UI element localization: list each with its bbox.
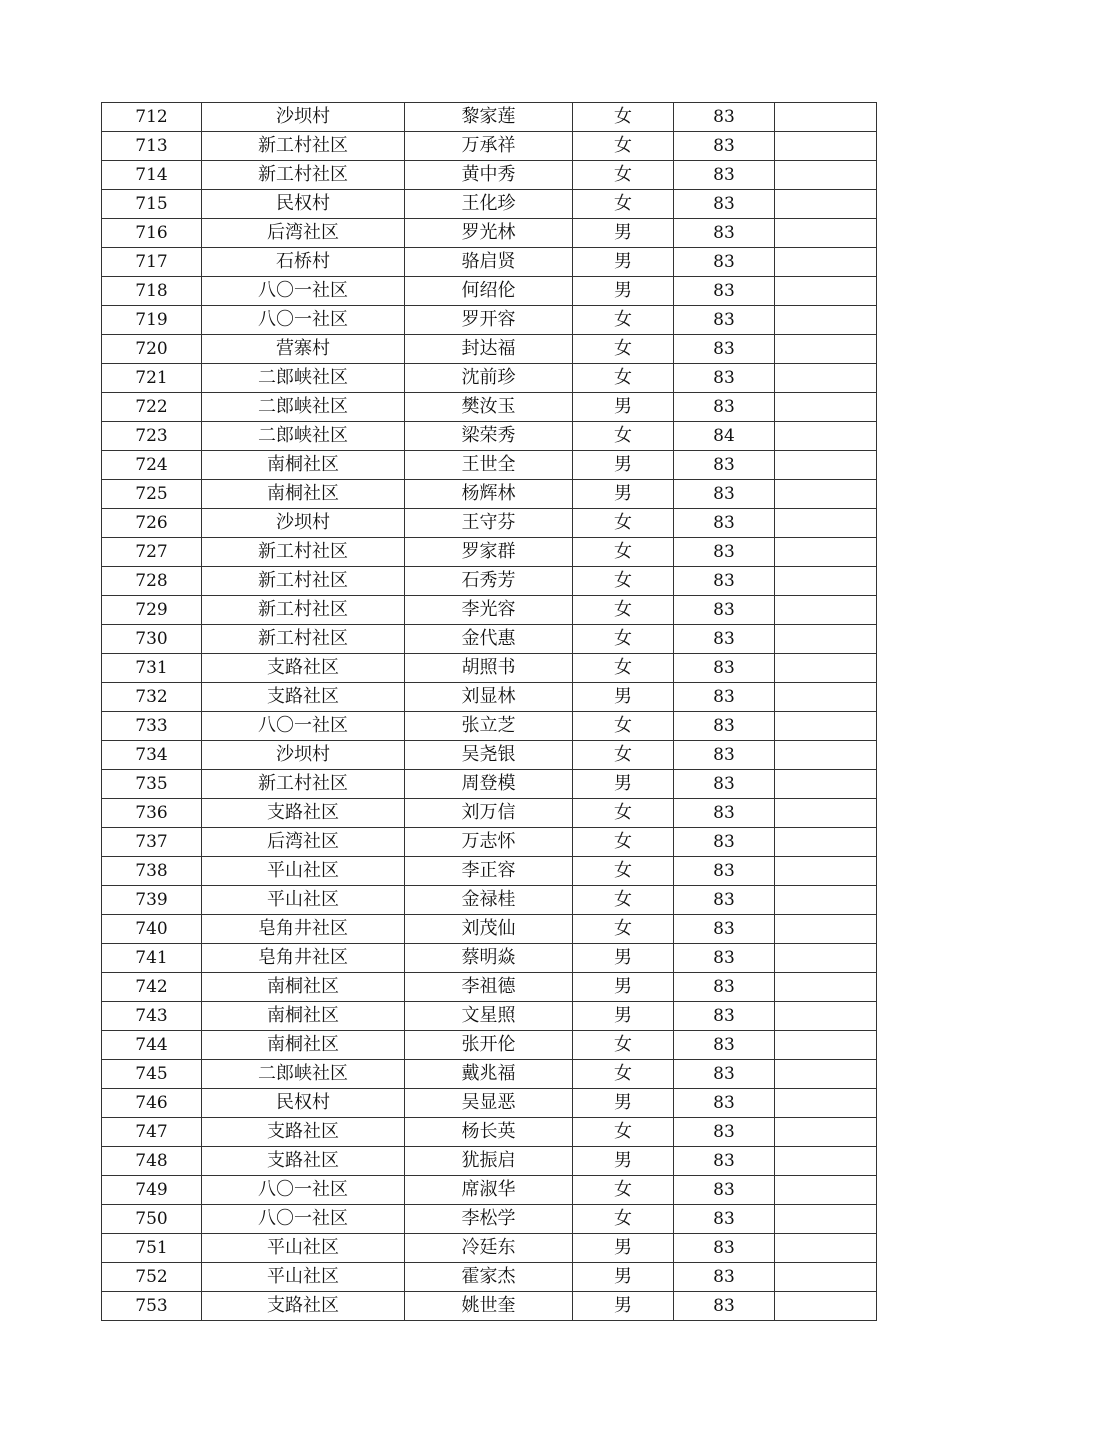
person-name-cell: 樊汝玉 xyxy=(405,393,573,422)
row-number-cell: 718 xyxy=(102,277,202,306)
age-cell: 83 xyxy=(674,799,775,828)
gender-cell: 女 xyxy=(573,828,674,857)
table-row xyxy=(102,132,877,161)
village-community-cell: 支路社区 xyxy=(202,1147,405,1176)
village-community-cell: 八〇一社区 xyxy=(202,712,405,741)
roster-body xyxy=(102,103,877,1321)
village-community-cell: 后湾社区 xyxy=(202,828,405,857)
person-name-cell: 蔡明焱 xyxy=(405,944,573,973)
age-cell: 83 xyxy=(674,132,775,161)
person-name-cell: 霍家杰 xyxy=(405,1263,573,1292)
gender-cell: 男 xyxy=(573,480,674,509)
table-row xyxy=(102,422,877,451)
person-name-cell: 刘万信 xyxy=(405,799,573,828)
row-number-cell: 726 xyxy=(102,509,202,538)
remark-cell xyxy=(775,1118,877,1147)
gender-cell: 男 xyxy=(573,1263,674,1292)
person-name-cell: 文星照 xyxy=(405,1002,573,1031)
gender-cell: 女 xyxy=(573,509,674,538)
person-name-cell: 骆启贤 xyxy=(405,248,573,277)
person-name-cell: 金禄桂 xyxy=(405,886,573,915)
age-cell: 83 xyxy=(674,1292,775,1321)
remark-cell xyxy=(775,1292,877,1321)
age-cell: 83 xyxy=(674,1031,775,1060)
person-name-cell: 张开伦 xyxy=(405,1031,573,1060)
gender-cell: 女 xyxy=(573,1176,674,1205)
row-number-cell: 738 xyxy=(102,857,202,886)
remark-cell xyxy=(775,422,877,451)
table-row xyxy=(102,364,877,393)
gender-cell: 男 xyxy=(573,393,674,422)
remark-cell xyxy=(775,741,877,770)
village-community-cell: 沙坝村 xyxy=(202,741,405,770)
row-number-cell: 753 xyxy=(102,1292,202,1321)
village-community-cell: 新工村社区 xyxy=(202,132,405,161)
row-number-cell: 734 xyxy=(102,741,202,770)
gender-cell: 女 xyxy=(573,886,674,915)
age-cell: 83 xyxy=(674,973,775,1002)
row-number-cell: 740 xyxy=(102,915,202,944)
age-cell: 83 xyxy=(674,712,775,741)
gender-cell: 男 xyxy=(573,1147,674,1176)
row-number-cell: 739 xyxy=(102,886,202,915)
table-row xyxy=(102,306,877,335)
row-number-cell: 722 xyxy=(102,393,202,422)
gender-cell: 女 xyxy=(573,538,674,567)
table-row xyxy=(102,683,877,712)
village-community-cell: 新工村社区 xyxy=(202,161,405,190)
row-number-cell: 735 xyxy=(102,770,202,799)
remark-cell xyxy=(775,857,877,886)
remark-cell xyxy=(775,248,877,277)
village-community-cell: 新工村社区 xyxy=(202,567,405,596)
village-community-cell: 新工村社区 xyxy=(202,538,405,567)
table-row xyxy=(102,335,877,364)
age-cell: 83 xyxy=(674,1089,775,1118)
village-community-cell: 支路社区 xyxy=(202,683,405,712)
age-cell: 83 xyxy=(674,1263,775,1292)
village-community-cell: 皂角井社区 xyxy=(202,944,405,973)
person-name-cell: 冷廷东 xyxy=(405,1234,573,1263)
age-cell: 83 xyxy=(674,944,775,973)
village-community-cell: 南桐社区 xyxy=(202,973,405,1002)
village-community-cell: 南桐社区 xyxy=(202,451,405,480)
age-cell: 83 xyxy=(674,683,775,712)
table-row xyxy=(102,1234,877,1263)
remark-cell xyxy=(775,132,877,161)
age-cell: 83 xyxy=(674,828,775,857)
person-name-cell: 吴尧银 xyxy=(405,741,573,770)
gender-cell: 女 xyxy=(573,799,674,828)
gender-cell: 女 xyxy=(573,625,674,654)
remark-cell xyxy=(775,335,877,364)
table-row xyxy=(102,944,877,973)
row-number-cell: 713 xyxy=(102,132,202,161)
village-community-cell: 沙坝村 xyxy=(202,103,405,132)
village-community-cell: 二郎峡社区 xyxy=(202,393,405,422)
person-name-cell: 杨长英 xyxy=(405,1118,573,1147)
village-community-cell: 皂角井社区 xyxy=(202,915,405,944)
row-number-cell: 719 xyxy=(102,306,202,335)
age-cell: 83 xyxy=(674,1147,775,1176)
person-name-cell: 王化珍 xyxy=(405,190,573,219)
village-community-cell: 支路社区 xyxy=(202,799,405,828)
age-cell: 83 xyxy=(674,1176,775,1205)
table-row xyxy=(102,1118,877,1147)
person-name-cell: 姚世奎 xyxy=(405,1292,573,1321)
roster-table xyxy=(101,102,877,1321)
village-community-cell: 平山社区 xyxy=(202,886,405,915)
person-name-cell: 胡照书 xyxy=(405,654,573,683)
table-row xyxy=(102,1031,877,1060)
remark-cell xyxy=(775,306,877,335)
table-row xyxy=(102,103,877,132)
table-row xyxy=(102,915,877,944)
age-cell: 83 xyxy=(674,451,775,480)
person-name-cell: 张立芝 xyxy=(405,712,573,741)
gender-cell: 女 xyxy=(573,1031,674,1060)
row-number-cell: 723 xyxy=(102,422,202,451)
village-community-cell: 八〇一社区 xyxy=(202,277,405,306)
gender-cell: 女 xyxy=(573,161,674,190)
table-row xyxy=(102,1263,877,1292)
gender-cell: 男 xyxy=(573,944,674,973)
remark-cell xyxy=(775,712,877,741)
remark-cell xyxy=(775,625,877,654)
table-row xyxy=(102,161,877,190)
table-row xyxy=(102,190,877,219)
village-community-cell: 平山社区 xyxy=(202,857,405,886)
person-name-cell: 李正容 xyxy=(405,857,573,886)
person-name-cell: 杨辉林 xyxy=(405,480,573,509)
remark-cell xyxy=(775,1031,877,1060)
age-cell: 83 xyxy=(674,567,775,596)
gender-cell: 男 xyxy=(573,1002,674,1031)
village-community-cell: 平山社区 xyxy=(202,1263,405,1292)
remark-cell xyxy=(775,538,877,567)
person-name-cell: 金代惠 xyxy=(405,625,573,654)
age-cell: 83 xyxy=(674,509,775,538)
village-community-cell: 南桐社区 xyxy=(202,480,405,509)
age-cell: 83 xyxy=(674,1205,775,1234)
table-row xyxy=(102,451,877,480)
village-community-cell: 沙坝村 xyxy=(202,509,405,538)
remark-cell xyxy=(775,451,877,480)
person-name-cell: 席淑华 xyxy=(405,1176,573,1205)
age-cell: 83 xyxy=(674,741,775,770)
table-row xyxy=(102,973,877,1002)
person-name-cell: 王世全 xyxy=(405,451,573,480)
row-number-cell: 748 xyxy=(102,1147,202,1176)
remark-cell xyxy=(775,190,877,219)
gender-cell: 女 xyxy=(573,190,674,219)
gender-cell: 男 xyxy=(573,1292,674,1321)
age-cell: 83 xyxy=(674,277,775,306)
remark-cell xyxy=(775,103,877,132)
village-community-cell: 新工村社区 xyxy=(202,770,405,799)
table-row xyxy=(102,857,877,886)
person-name-cell: 周登模 xyxy=(405,770,573,799)
village-community-cell: 二郎峡社区 xyxy=(202,422,405,451)
gender-cell: 男 xyxy=(573,770,674,799)
village-community-cell: 新工村社区 xyxy=(202,625,405,654)
gender-cell: 男 xyxy=(573,248,674,277)
row-number-cell: 733 xyxy=(102,712,202,741)
village-community-cell: 二郎峡社区 xyxy=(202,1060,405,1089)
age-cell: 83 xyxy=(674,1234,775,1263)
gender-cell: 男 xyxy=(573,277,674,306)
person-name-cell: 李祖德 xyxy=(405,973,573,1002)
gender-cell: 女 xyxy=(573,422,674,451)
village-community-cell: 八〇一社区 xyxy=(202,1205,405,1234)
remark-cell xyxy=(775,480,877,509)
gender-cell: 男 xyxy=(573,973,674,1002)
remark-cell xyxy=(775,161,877,190)
person-name-cell: 罗开容 xyxy=(405,306,573,335)
age-cell: 83 xyxy=(674,654,775,683)
table-row xyxy=(102,799,877,828)
table-row xyxy=(102,596,877,625)
person-name-cell: 万志怀 xyxy=(405,828,573,857)
table-row xyxy=(102,538,877,567)
row-number-cell: 720 xyxy=(102,335,202,364)
remark-cell xyxy=(775,219,877,248)
row-number-cell: 736 xyxy=(102,799,202,828)
gender-cell: 女 xyxy=(573,712,674,741)
table-row xyxy=(102,886,877,915)
remark-cell xyxy=(775,915,877,944)
village-community-cell: 营寨村 xyxy=(202,335,405,364)
village-community-cell: 南桐社区 xyxy=(202,1031,405,1060)
village-community-cell: 支路社区 xyxy=(202,654,405,683)
gender-cell: 男 xyxy=(573,683,674,712)
age-cell: 83 xyxy=(674,770,775,799)
row-number-cell: 747 xyxy=(102,1118,202,1147)
age-cell: 83 xyxy=(674,306,775,335)
remark-cell xyxy=(775,828,877,857)
gender-cell: 女 xyxy=(573,857,674,886)
row-number-cell: 744 xyxy=(102,1031,202,1060)
row-number-cell: 741 xyxy=(102,944,202,973)
table-row xyxy=(102,509,877,538)
village-community-cell: 支路社区 xyxy=(202,1118,405,1147)
village-community-cell: 平山社区 xyxy=(202,1234,405,1263)
table-row xyxy=(102,625,877,654)
remark-cell xyxy=(775,277,877,306)
age-cell: 83 xyxy=(674,161,775,190)
row-number-cell: 724 xyxy=(102,451,202,480)
person-name-cell: 吴显恶 xyxy=(405,1089,573,1118)
table-row xyxy=(102,712,877,741)
remark-cell xyxy=(775,567,877,596)
person-name-cell: 李松学 xyxy=(405,1205,573,1234)
person-name-cell: 何绍伦 xyxy=(405,277,573,306)
village-community-cell: 支路社区 xyxy=(202,1292,405,1321)
age-cell: 83 xyxy=(674,1002,775,1031)
remark-cell xyxy=(775,1060,877,1089)
remark-cell xyxy=(775,1089,877,1118)
table-row xyxy=(102,1002,877,1031)
row-number-cell: 712 xyxy=(102,103,202,132)
row-number-cell: 749 xyxy=(102,1176,202,1205)
village-community-cell: 民权村 xyxy=(202,190,405,219)
table-row xyxy=(102,1176,877,1205)
gender-cell: 女 xyxy=(573,1060,674,1089)
gender-cell: 女 xyxy=(573,335,674,364)
gender-cell: 女 xyxy=(573,1118,674,1147)
remark-cell xyxy=(775,799,877,828)
row-number-cell: 752 xyxy=(102,1263,202,1292)
row-number-cell: 751 xyxy=(102,1234,202,1263)
gender-cell: 女 xyxy=(573,103,674,132)
gender-cell: 女 xyxy=(573,567,674,596)
person-name-cell: 犹振启 xyxy=(405,1147,573,1176)
row-number-cell: 714 xyxy=(102,161,202,190)
gender-cell: 女 xyxy=(573,132,674,161)
gender-cell: 男 xyxy=(573,219,674,248)
person-name-cell: 王守芬 xyxy=(405,509,573,538)
table-row xyxy=(102,741,877,770)
remark-cell xyxy=(775,770,877,799)
remark-cell xyxy=(775,973,877,1002)
village-community-cell: 八〇一社区 xyxy=(202,1176,405,1205)
row-number-cell: 750 xyxy=(102,1205,202,1234)
remark-cell xyxy=(775,683,877,712)
table-row xyxy=(102,1147,877,1176)
row-number-cell: 721 xyxy=(102,364,202,393)
village-community-cell: 石桥村 xyxy=(202,248,405,277)
row-number-cell: 715 xyxy=(102,190,202,219)
age-cell: 83 xyxy=(674,538,775,567)
table-row xyxy=(102,393,877,422)
remark-cell xyxy=(775,393,877,422)
row-number-cell: 725 xyxy=(102,480,202,509)
age-cell: 83 xyxy=(674,393,775,422)
row-number-cell: 731 xyxy=(102,654,202,683)
gender-cell: 男 xyxy=(573,1234,674,1263)
gender-cell: 男 xyxy=(573,451,674,480)
table-row xyxy=(102,770,877,799)
remark-cell xyxy=(775,509,877,538)
person-name-cell: 石秀芳 xyxy=(405,567,573,596)
table-row xyxy=(102,1089,877,1118)
person-name-cell: 罗家群 xyxy=(405,538,573,567)
gender-cell: 女 xyxy=(573,654,674,683)
row-number-cell: 729 xyxy=(102,596,202,625)
remark-cell xyxy=(775,1234,877,1263)
age-cell: 83 xyxy=(674,480,775,509)
table-row xyxy=(102,1292,877,1321)
person-name-cell: 戴兆福 xyxy=(405,1060,573,1089)
remark-cell xyxy=(775,1263,877,1292)
age-cell: 83 xyxy=(674,625,775,654)
person-name-cell: 黄中秀 xyxy=(405,161,573,190)
remark-cell xyxy=(775,886,877,915)
village-community-cell: 后湾社区 xyxy=(202,219,405,248)
row-number-cell: 716 xyxy=(102,219,202,248)
table-row xyxy=(102,480,877,509)
person-name-cell: 李光容 xyxy=(405,596,573,625)
person-name-cell: 梁荣秀 xyxy=(405,422,573,451)
age-cell: 83 xyxy=(674,886,775,915)
remark-cell xyxy=(775,364,877,393)
row-number-cell: 730 xyxy=(102,625,202,654)
village-community-cell: 八〇一社区 xyxy=(202,306,405,335)
gender-cell: 男 xyxy=(573,1089,674,1118)
table-row xyxy=(102,567,877,596)
age-cell: 83 xyxy=(674,1060,775,1089)
gender-cell: 女 xyxy=(573,306,674,335)
row-number-cell: 728 xyxy=(102,567,202,596)
remark-cell xyxy=(775,944,877,973)
age-cell: 84 xyxy=(674,422,775,451)
age-cell: 83 xyxy=(674,335,775,364)
row-number-cell: 746 xyxy=(102,1089,202,1118)
village-community-cell: 新工村社区 xyxy=(202,596,405,625)
table-row xyxy=(102,219,877,248)
row-number-cell: 727 xyxy=(102,538,202,567)
age-cell: 83 xyxy=(674,596,775,625)
row-number-cell: 737 xyxy=(102,828,202,857)
person-name-cell: 黎家莲 xyxy=(405,103,573,132)
age-cell: 83 xyxy=(674,190,775,219)
age-cell: 83 xyxy=(674,364,775,393)
table-row xyxy=(102,248,877,277)
age-cell: 83 xyxy=(674,103,775,132)
gender-cell: 女 xyxy=(573,915,674,944)
person-name-cell: 罗光林 xyxy=(405,219,573,248)
age-cell: 83 xyxy=(674,248,775,277)
row-number-cell: 742 xyxy=(102,973,202,1002)
table-row xyxy=(102,654,877,683)
gender-cell: 女 xyxy=(573,364,674,393)
village-community-cell: 民权村 xyxy=(202,1089,405,1118)
age-cell: 83 xyxy=(674,1118,775,1147)
remark-cell xyxy=(775,654,877,683)
village-community-cell: 南桐社区 xyxy=(202,1002,405,1031)
person-name-cell: 封达福 xyxy=(405,335,573,364)
row-number-cell: 745 xyxy=(102,1060,202,1089)
row-number-cell: 732 xyxy=(102,683,202,712)
row-number-cell: 717 xyxy=(102,248,202,277)
person-name-cell: 刘显林 xyxy=(405,683,573,712)
gender-cell: 女 xyxy=(573,1205,674,1234)
remark-cell xyxy=(775,1147,877,1176)
age-cell: 83 xyxy=(674,857,775,886)
gender-cell: 女 xyxy=(573,741,674,770)
table-row xyxy=(102,1060,877,1089)
table-row xyxy=(102,277,877,306)
age-cell: 83 xyxy=(674,219,775,248)
person-name-cell: 沈前珍 xyxy=(405,364,573,393)
remark-cell xyxy=(775,596,877,625)
village-community-cell: 二郎峡社区 xyxy=(202,364,405,393)
person-name-cell: 万承祥 xyxy=(405,132,573,161)
table-row xyxy=(102,828,877,857)
person-name-cell: 刘茂仙 xyxy=(405,915,573,944)
row-number-cell: 743 xyxy=(102,1002,202,1031)
table-row xyxy=(102,1205,877,1234)
remark-cell xyxy=(775,1176,877,1205)
gender-cell: 女 xyxy=(573,596,674,625)
remark-cell xyxy=(775,1205,877,1234)
remark-cell xyxy=(775,1002,877,1031)
age-cell: 83 xyxy=(674,915,775,944)
